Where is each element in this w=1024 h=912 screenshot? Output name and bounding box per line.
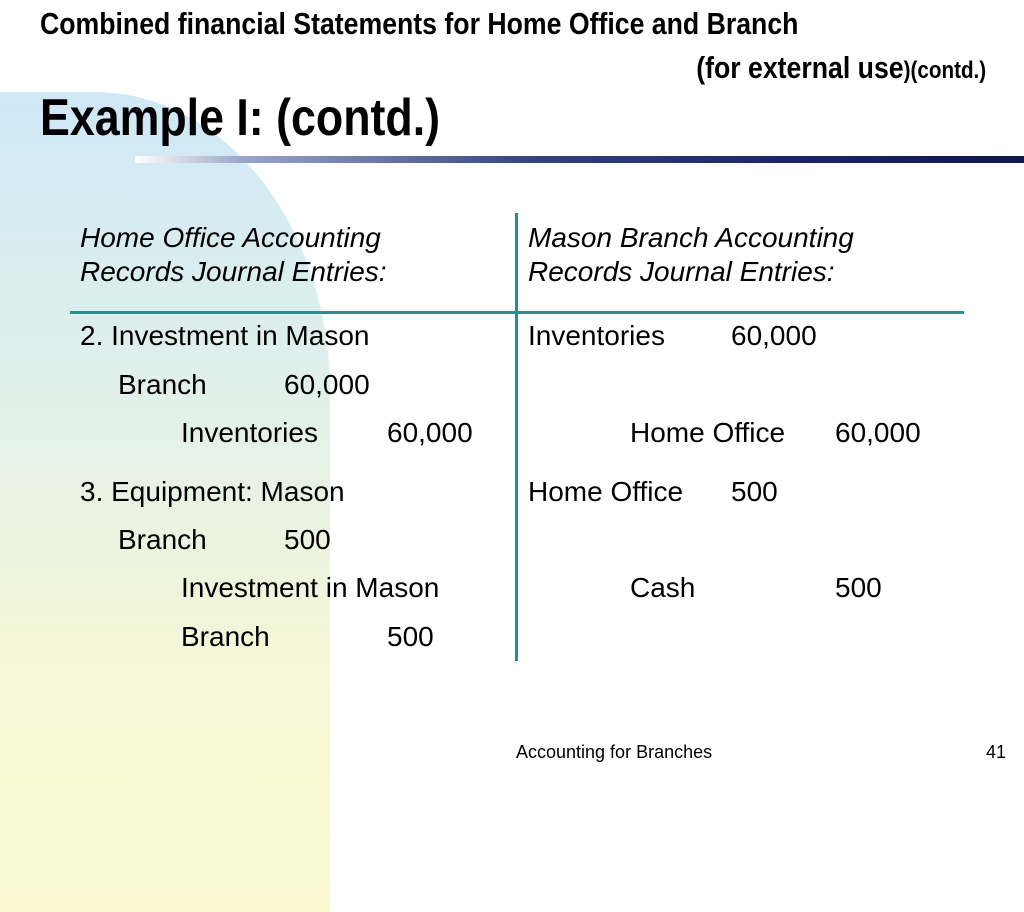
left-header-line-2: Records Journal Entries: [80,256,387,287]
entry-3-credit-account: Investment in Mason [181,572,440,603]
title-line-2-text: (for external use [696,50,904,85]
right-header-line-2: Records Journal Entries: [528,256,835,287]
branch-entry-3-debit-account: Home Office [528,476,684,507]
t-account-vertical-line [515,213,518,661]
entry-2-credit-amount: 60,000 [387,417,473,448]
branch-entry-2-debit-account: Inventories [528,320,665,351]
right-header-line-1: Mason Branch Accounting [528,222,854,253]
entry-3-credit-amount: 500 [387,621,434,652]
branch-entry-2-credit-amount: 60,000 [835,417,921,448]
title-line-1: Combined financial Statements for Home Office and Branch [40,6,799,41]
entry-3-credit-account-cont: Branch [181,621,270,652]
entry-2-credit-account: Inventories [181,417,318,448]
entry-3-debit-account-cont: Branch [118,524,207,555]
t-account-horizontal-line [70,311,964,314]
branch-entry-3-credit-account: Cash [630,572,696,603]
footer-title: Accounting for Branches [516,742,713,762]
slide-title: Example I: (contd.) [40,89,441,147]
branch-entry-3-credit-amount: 500 [835,572,882,603]
title-line-2-suffix: )(contd.) [903,57,986,84]
branch-entry-2-debit-amount: 60,000 [731,320,817,351]
left-header-line-1: Home Office Accounting [80,222,381,253]
title-rule [135,156,1024,163]
entry-3-debit-account: 3. Equipment: Mason [80,476,345,507]
entry-3-debit-amount: 500 [284,524,331,555]
entry-2-debit-account-cont: Branch [118,369,207,400]
title-line-2 [696,50,986,86]
entry-2-debit-account: 2. Investment in Mason [80,320,370,351]
page-number: 41 [986,742,1007,762]
branch-entry-3-debit-amount: 500 [731,476,778,507]
entry-2-debit-amount: 60,000 [284,369,370,400]
branch-entry-2-credit-account: Home Office [630,417,786,448]
